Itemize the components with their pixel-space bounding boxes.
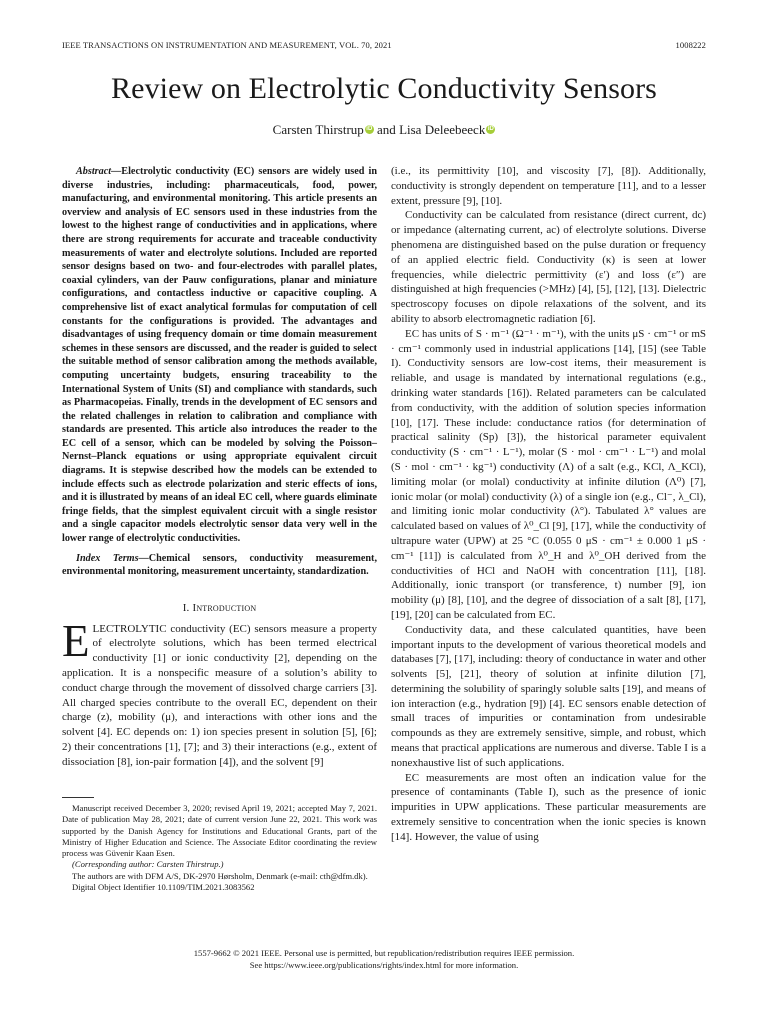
right-column	[391, 164, 706, 845]
body-paragraph: EC measurements are most often an indication value for the presence of contaminants (Table I), such as the presence of ionic impurities in UPW applications. These particular measurements are extremely sensitive to concentration when the ionic species is known [14]. However, the value of using	[391, 771, 706, 843]
body-paragraph: (i.e., its permittivity [10], and viscosity [7], [8]). Additionally, conductivity is strongly dependent on temperature [11], and to a lesser extent, pressure [9], [10].	[391, 165, 706, 207]
left-column	[62, 165, 377, 770]
index-terms	[62, 552, 377, 579]
footnote-received: Manuscript received December 3, 2020; revised April 19, 2021; accepted May 7, 2021. Date of publication May 28, 2021; date of current version June 22, 2021. This work was supported by the Danish Agency for Institutions and Educational Grants, part of the Ministry of Higher Education and Science. The Associate Editor coordinating the review process was Güvenir Kaan Esen.	[62, 803, 377, 859]
section-heading	[62, 601, 377, 616]
footnote-affiliation: The authors are with DFM A/S, DK-2970 Hørsholm, Denmark (e-mail: cth@dfm.dk).	[72, 870, 368, 881]
index-terms-label: Index Terms—	[76, 552, 149, 564]
footnote-doi: Digital Object Identifier 10.1109/TIM.2021.3083562	[72, 882, 255, 893]
footnotes	[62, 803, 377, 893]
intro-text: conductivity (EC) sensors measure a property of electrolyte solutions, which has been termed electrical conductivity [1] or ionic conductivity [2], depending on the application. It is a nonspecific measure of a solution’s ability to conduct charge through the movement of dissolved charge carriers [3]. All charged species contribute to the overall EC, dependent on their charge (z), mobility (μ), and interactions with other ions and the solvent [4]. EC depends on: 1) ion species present in solution [5], [6]; 2) their concentrations [1], [7]; and 3) their interactions (e.g., extent of dissociation [8], ion-pair formation [4]), and the solvent [9]	[62, 622, 377, 768]
footnote-rule	[62, 797, 94, 798]
author-conjunction: and	[377, 122, 396, 137]
author-name: Lisa Deleebeeck	[399, 122, 486, 137]
copyright-notice	[0, 948, 768, 971]
copyright-line: 1557-9662 © 2021 IEEE. Personal use is permitted, but republication/redistribution requires IEEE permission.	[193, 948, 575, 958]
body-paragraph: EC has units of S · m⁻¹ (Ω⁻¹ · m⁻¹), with the units μS · cm⁻¹ or mS · cm⁻¹ commonly used in industrial applications [14], [15] (see Table I). Conductivity sensors are low-cost items, their measurement is reliable, and usage is mandated by international regulations (e.g., drinking water standards [16]). Related parameters can be calculated from conductivity, with the addition of solution species information [10], [17]. These include: conductance ratios (for determination of practical salinity (Sp) [3]), the historical parameter equivalent conductivity (S · cm⁻¹ · L⁻¹), molar (S · mol · cm⁻¹ · L⁻¹) and molal (S · mol · cm⁻¹ · kg⁻¹) conductivity (Λ) of a salt (e.g., KCl, Λ_KCl), limiting molar (or molal) conductivity at infinite dilution (Λ⁰) [7], ionic molar (or molal) conductivity (λ) of a single ion (e.g., Cl⁻, λ_Cl), and limiting ionic molar conductivity (λ°). Tabulated λ° values are calculated based on values of λ⁰_Cl [9], [17], while the conductivity of ultrapure water (UPW) at 25 °C (0.055 0 μS · cm⁻¹ ± 0.000 1 μS · cm⁻¹ [11]) is calculated from λ⁰_H and λ⁰_OH derived from the conductivities of HCl and NaOH with concentration [11], [18]. Additionally, ionic transport (or transference, t) number [9], ion mobility (μ) [8], [10], and the degree of dissociation of a salt [8], [17], [19], [20] can be calculated from EC.	[391, 327, 706, 621]
intro-first-word: LECTROLYTIC	[92, 622, 167, 635]
index-terms-text: Chemical sensors, conductivity measurement, environmental monitoring, measurement uncertainty, standardization.	[62, 552, 377, 578]
rights-link[interactable]: See https://www.ieee.org/publications/rights/index.html for more information.	[249, 959, 519, 970]
article-number: 1008222	[675, 40, 706, 50]
orcid-icon[interactable]: iD	[487, 126, 494, 132]
drop-cap: E	[62, 615, 90, 666]
intro-paragraph	[62, 615, 377, 770]
body-paragraph: Conductivity data, and these calculated quantities, have been important inputs to the development of various theoretical models and databases [7], [17], including: theory of conductance in water and other solvents [5], [21], theory of solution at infinite dilution [7], determining the solubility of sparingly soluble salts [19], and means of ion interaction (e.g., hydration [9]) [4]. EC sensors enable detection of small traces of impurities or contamination from undesirable compounds as they are extremely sensitive, simple, and robust, which means that practical applications are numerous and diverse. Table I is a nonexhaustive list of such applications.	[391, 623, 706, 769]
section-title: Introduction	[192, 601, 257, 614]
section-number: I.	[182, 601, 190, 614]
paper-title: Review on Electrolytic Conductivity Sensors	[111, 72, 657, 105]
body-paragraph: Conductivity can be calculated from resistance (direct current, dc) or impedance (alternating current, ac) of electrolyte solutions. Diverse phenomena are distinguished based on the pulse duration or frequency of an applied electric field. Conductivity (κ) is seen at lower frequencies, while dielectric permittivity (ε′) and loss (ε″) are distinguished at high frequencies (>MHz) [4], [5], [12], [13]. Dielectric spectroscopy focuses on dipole relaxations of the solvent, and its ability to absorb electromagnetic radiation [6].	[391, 209, 706, 325]
author-name: Carsten Thirstrup	[272, 122, 364, 137]
orcid-icon[interactable]: iD	[366, 126, 373, 132]
abstract-text: Electrolytic conductivity (EC) sensors are widely used in diverse industries, including: pharmaceuticals, food, power, manufacturing, and environmental monitoring. This article presents an overview and analysis of EC sensors used in these industries from the lowest to the highest range of conductivities and in applications, where there are strong requirements for accurate and traceable conductivity measurements of water and electrolyte solutions. Included are reported sensor designs based on two- and four-electrodes with parallel plates, coaxial cylinders, van der Pauw configurations, planar and miniature configurations, and contactless inductive or capacitive coupling. A comprehensive list of exact analytical formulas for computation of cell constants for the configurations is provided. The advantages and disadvantages of using frequency domain or time domain measurement schemes in these sensors are discussed, and the reader is guided to select the suitable method of sensor calibration among the methods available, computing uncertainty budgets, ensuring traceability to the International System of Units (SI) and compliance with standards, such as Pharmacopeias. Finally, trends in the development of EC sensors and the related challenges in relation to calibration and compliance with standards are presented. This article also introduces the reader to the EC cell of a sensor, which can be modeled by solving the Poisson–Nernst–Planck equations or using appropriate equivalent circuit diagrams. It is stepwise described how the models can be extended to include effects such as electrode polarization and steric effects of ions, and it is illustrated by means of an ideal EC cell, where guards eliminate fringe fields, that the simplest equivalent circuit with a single resistor and a single capacitor models electrolytic sensor data very well in the lower range of electrolytic conductivities.	[62, 166, 377, 545]
footnote-corresponding: (Corresponding author: Carsten Thirstrup.)	[72, 859, 224, 870]
author-line	[0, 122, 768, 138]
journal-name: IEEE TRANSACTIONS ON INSTRUMENTATION AND MEASUREMENT, VOL. 70, 2021	[62, 40, 392, 50]
abstract-label: Abstract—	[76, 166, 122, 177]
abstract	[62, 165, 377, 546]
